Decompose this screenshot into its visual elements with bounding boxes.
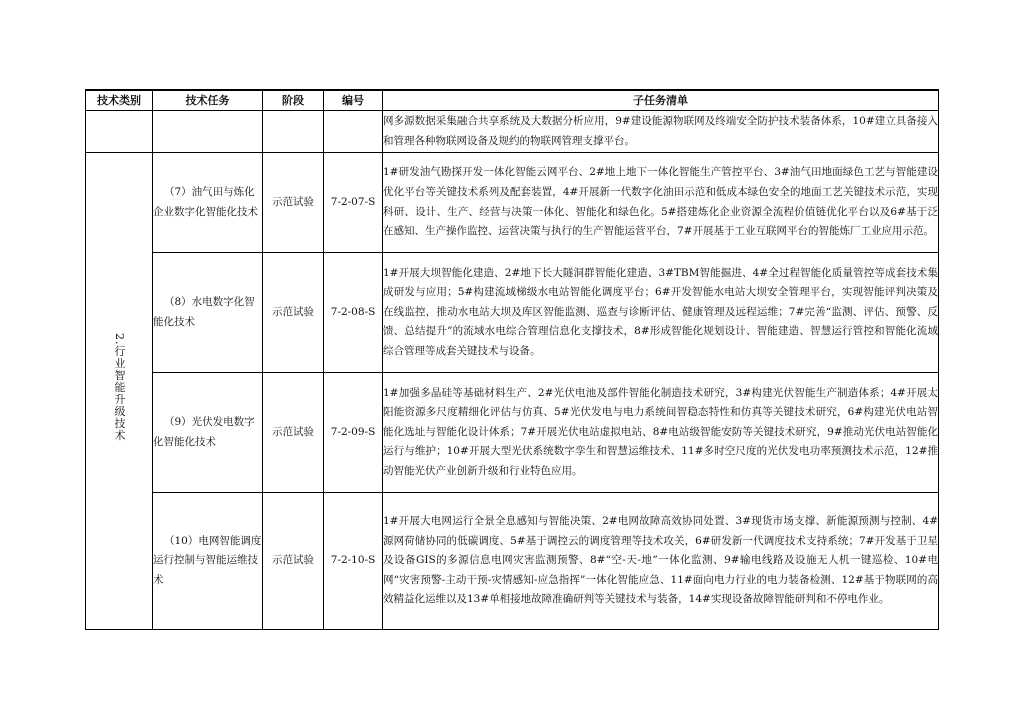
table-row-continuation bbox=[86, 111, 939, 153]
stage-cell: 示范试验 bbox=[263, 153, 324, 253]
task-cell bbox=[153, 493, 263, 630]
code-cell: 7-2-09-S bbox=[324, 373, 383, 493]
table-row bbox=[86, 253, 939, 373]
category-label: 2.行业智能升级技术 bbox=[113, 332, 126, 442]
subtasks-cell: 1#研发油气勘探开发一体化智能云网平台、2#地上地下一体化智能生产管控平台、3#油气田地面绿色工艺与智能建设优化平台等关键技术系列及配套装置，4#开展新一代数字化油田示范和低成本绿色安全的地面工艺关键技术示范，实现科研、设计、生产、经营与决策一体化、智能化和绿色化。5#搭建炼化企业资源全流程价值链优化平台以及6#基于泛在感知、生产操作监控、运营决策与执行的生产智能运营平台，7#开展基于工业互联网平台的智能炼厂工业应用示范。 bbox=[383, 153, 939, 253]
header-code: 编号 bbox=[324, 90, 383, 111]
table-row bbox=[86, 373, 939, 493]
task-name: （7）油气田与炼化企业数字化智能化技术 bbox=[153, 185, 258, 218]
stage-cell: 示范试验 bbox=[263, 493, 324, 630]
subtasks-cell: 1#加强多晶硅等基础材料生产、2#光伏电池及部件智能化制造技术研究，3#构建光伏智能生产制造体系；4#开展太阳能资源多尺度精细化评估与仿真、5#光伏发电与电力系统间智稳态特性和仿真等关键技术研究，6#构建光伏电站智能化选址与智能化设计体系；7#开展光伏电站虚拟电站、8#电站级智能安防等关键技术研究，9#推动光伏电站智能化运行与维护；10#开展大型光伏系统数字孪生和智慧运维技术、11#多时空尺度的光伏发电功率预测技术示范，12#推动智能光伏产业创新升级和行业特色应用。 bbox=[383, 373, 939, 493]
technology-task-table bbox=[85, 89, 939, 630]
code-cell: 7-2-08-S bbox=[324, 253, 383, 373]
header-subtasks: 子任务清单 bbox=[383, 90, 939, 111]
continuation-subtasks-cell: 网多源数据采集融合共享系统及大数据分析应用，9#建设能源物联网及终端安全防护技术装备体系，10#建立具备接入和管理各种物联网设备及规约的物联网管理支撑平台。 bbox=[383, 111, 939, 153]
header-category: 技术类别 bbox=[86, 90, 153, 111]
continuation-code-cell bbox=[324, 111, 383, 153]
task-cell bbox=[153, 253, 263, 373]
stage-cell: 示范试验 bbox=[263, 253, 324, 373]
code-cell: 7-2-10-S bbox=[324, 493, 383, 630]
subtasks-cell: 1#开展大电网运行全景全息感知与智能决策、2#电网故障高效协同处置、3#现货市场支撑、新能源预测与控制、4#源网荷储协同的低碳调度、5#基于调控云的调度管理等技术攻关，6#研发新一代调度技术支持系统；7#开发基于卫星及设备GIS的多源信息电网灾害监测预警、8#“空-天-地”一体化监测、9#输电线路及设施无人机一键巡检、10#电网“灾害预警-主动干预-灾情感知-应急指挥”一体化智能应急、11#面向电力行业的电力装备检测、12#基于物联网的高效精益化运维以及13#单相接地故障准确研判等关键技术与装备，14#实现设备故障智能研判和不停电作业。 bbox=[383, 493, 939, 630]
task-cell bbox=[153, 373, 263, 493]
table-row bbox=[86, 493, 939, 630]
task-name: （10）电网智能调度运行控制与智能运维技术 bbox=[153, 534, 262, 586]
header-stage: 阶段 bbox=[263, 90, 324, 111]
task-name: （8）水电数字化智能化技术 bbox=[153, 295, 255, 328]
task-name: （9）光伏发电数字化智能化技术 bbox=[153, 415, 255, 448]
continuation-task-cell bbox=[153, 111, 263, 153]
subtasks-cell: 1#开展大坝智能化建造、2#地下长大隧洞群智能化建造、3#TBM智能掘进、4#全过程智能化质量管控等成套技术集成研发与应用；5#构建流域梯级水电站智能化调度平台；6#开发智能水电站大坝安全管理平台，实现智能评判决策及在线监控，推动水电站大坝及库区智能监测、巡查与诊断评估、健康管理及远程运维；7#完善“监测、评估、预警、反馈、总结提升”的流域水电综合管理信息化支撑技术，8#形成智能化规划设计、智能建造、智慧运行管控和智能化流域综合管理等成套关键技术与设备。 bbox=[383, 253, 939, 373]
stage-cell: 示范试验 bbox=[263, 373, 324, 493]
task-cell bbox=[153, 153, 263, 253]
code-cell: 7-2-07-S bbox=[324, 153, 383, 253]
continuation-category-cell bbox=[86, 111, 153, 153]
table-row bbox=[86, 153, 939, 253]
continuation-stage-cell bbox=[263, 111, 324, 153]
category-cell bbox=[86, 153, 153, 630]
header-task: 技术任务 bbox=[153, 90, 263, 111]
table-header-row bbox=[86, 90, 939, 111]
